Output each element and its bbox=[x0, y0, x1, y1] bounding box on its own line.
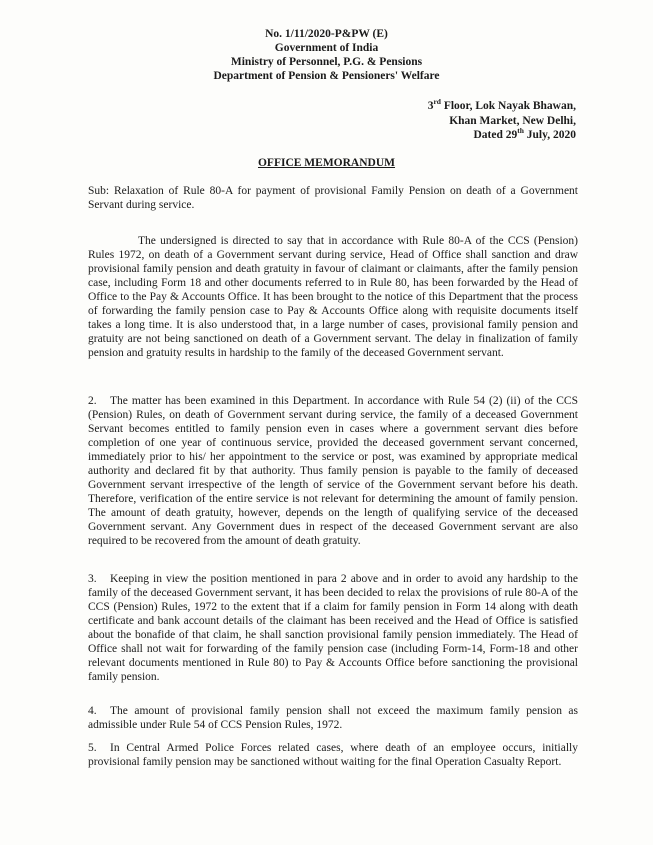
floor-number: 3 bbox=[427, 100, 434, 112]
subject-line: Sub: Relaxation of Rule 80-A for payment of provisional Family Pension on death of a Government Servant during service. bbox=[88, 185, 578, 211]
paragraph-5 bbox=[88, 741, 578, 769]
paragraph-5-text: In Central Armed Police Forces related cases, where death of an employee occurs, initially provisional family pension may be sanctioned without waiting for the final Operation Casualty Report. bbox=[88, 742, 578, 768]
memorandum-title: OFFICE MEMORANDUM bbox=[257, 157, 396, 169]
paragraph-2 bbox=[88, 394, 578, 548]
date-suffix: th bbox=[517, 126, 524, 136]
ministry-line: Ministry of Personnel, P.G. & Pensions bbox=[230, 56, 423, 68]
date-rest: July, 2020 bbox=[523, 129, 576, 141]
floor-text: Floor, Lok Nayak Bhawan, bbox=[440, 100, 576, 112]
paragraph-5-number: 5. bbox=[88, 742, 97, 754]
paragraph-1-text: The undersigned is directed to say that in accordance with Rule 80-A of the CCS (Pension) Rules 1972, on death of a Government servant during service, Head of Office shall sanction and draw provisional family pension and death gratuity in favour of claimant or claimants, after the family pension case, including Form 18 and other documents referred to in Rule 80, has been forwarded by the Head of Office to the Pay & Accounts Office. It has been brought to the notice of this Department that the process of forwarding the family pension case to Pay & Accounts Office along with requisite documents itself takes a long time. It is also understood that, in a large number of cases, provisional family pension and gratuity are not being sanctioned on death of a Government servant. The delay in finalization of family pension and gratuity results in hardship to the family of the deceased Government servant. bbox=[88, 235, 578, 359]
paragraph-2-number: 2. bbox=[88, 395, 97, 407]
file-number: No. 1/11/2020-P&PW (E) bbox=[265, 28, 388, 40]
document-header bbox=[0, 27, 653, 83]
paragraph-1 bbox=[88, 234, 578, 360]
paragraph-4 bbox=[88, 704, 578, 732]
paragraph-2-text: The matter has been examined in this Department. In accordance with Rule 54 (2) (ii) of the CCS (Pension) Rules, on death of Government servant during service, the family of a deceased Government Servant becomes entitled to family pension even in cases where a government servant dies before completion of one year of continuous service, provided the deceased government servant concerned, immediately prior to his/ her appointment to the service or post, was examined by appropriate medical authority and declared fit by that authority. Thus family pension is payable to the family of deceased Government servant irrespective of the length of service of the Government servant before his death. Therefore, verification of the entire service is not relevant for determining the amount of family pension. The amount of death gratuity, however, depends on the length of qualifying service of the deceased Government servant. Any Government dues in respect of the deceased Government servant are also required to be recovered from the amount of death gratuity. bbox=[88, 395, 578, 547]
date-prefix: Dated 29 bbox=[473, 129, 518, 141]
paragraph-3-text: Keeping in view the position mentioned in para 2 above and in order to avoid any hardship to the family of the deceased Government servant, it has been decided to relax the provisions of rule 80-A of the CCS (Pension) Rules, 1972 to the extent that if a claim for family pension in Form 14 along with death certificate and bank account details of the claimant has been received and the Head of Office is satisfied about the bonafide of that claim, he shall sanction provisional family pension immediately. The Head of Office shall not wait for forwarding of the family pension case (including Form-14, Form-18 and other relevant documents mentioned in Rule 80) to Pay & Accounts Office before sanctioning the provisional family pension. bbox=[88, 573, 578, 683]
paragraph-3-number: 3. bbox=[88, 573, 97, 585]
paragraph-4-text: The amount of provisional family pension shall not exceed the maximum family pension as admissible under Rule 54 of CCS Pension Rules, 1972. bbox=[88, 705, 578, 731]
address-line-2: Khan Market, New Delhi, bbox=[449, 114, 576, 127]
address-line-1 bbox=[428, 99, 576, 114]
paragraph-4-number: 4. bbox=[88, 705, 97, 717]
paragraph-3 bbox=[88, 572, 578, 684]
address-block bbox=[428, 99, 576, 143]
department-line: Department of Pension & Pensioners' Welfare bbox=[213, 70, 440, 82]
floor-suffix: rd bbox=[433, 97, 441, 107]
government-line: Government of India bbox=[274, 42, 379, 54]
date-line bbox=[428, 128, 576, 143]
